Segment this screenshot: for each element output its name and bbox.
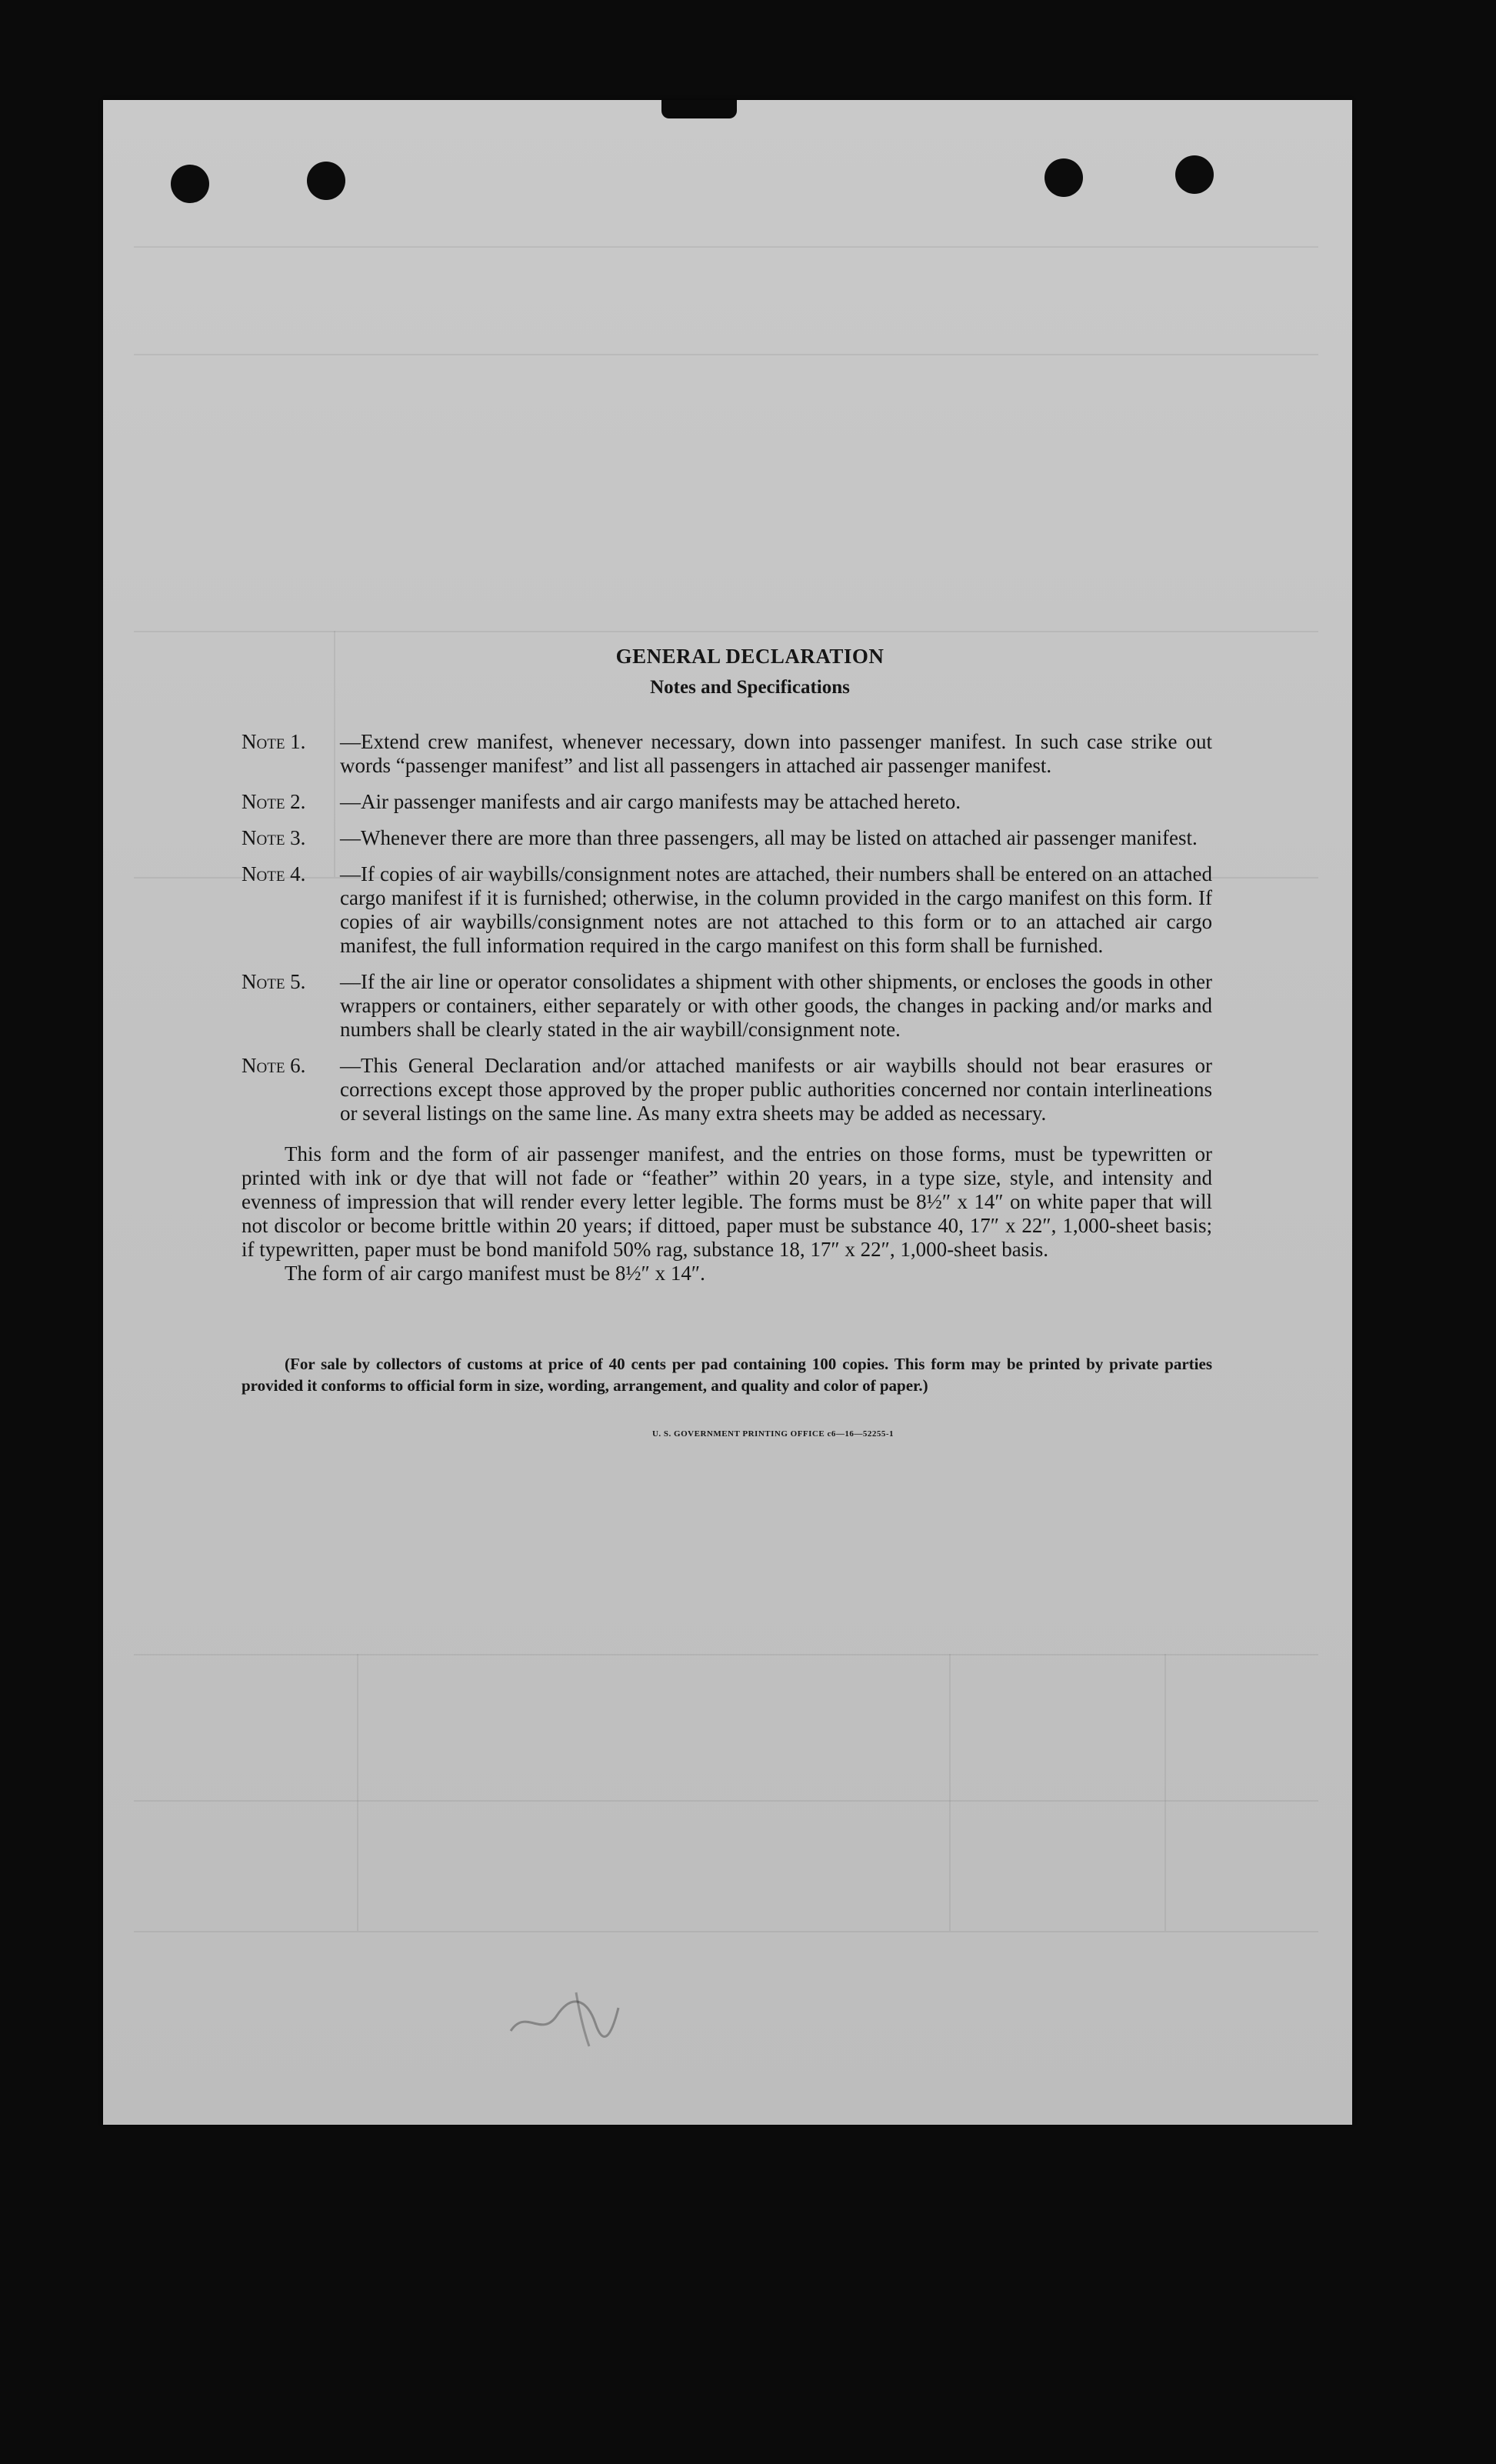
note-label: Note 5. xyxy=(242,970,306,993)
note-5 xyxy=(242,970,1212,1042)
bleed-through-rule xyxy=(134,1800,1318,1802)
signature-bleed-through xyxy=(503,1977,626,2054)
note-text: —If copies of air waybills/consignment notes are attached, their numbers shall be entered on an attached cargo manifest if it is furnished; otherwise, in the column provided in the cargo manifest on this form. If copies of air waybills/consignment notes are not attached to this form or to an attached air cargo manifest, the full information required in the cargo manifest on this form shall be furnished. xyxy=(340,862,1212,957)
document-subtitle: Notes and Specifications xyxy=(650,677,850,698)
note-text: —Whenever there are more than three passengers, all may be listed on attached air passenger manifest. xyxy=(340,826,1198,849)
notes-list xyxy=(242,730,1212,1125)
note-4 xyxy=(242,862,1212,958)
cargo-manifest-size-line: The form of air cargo manifest must be 8½″ x 14″. xyxy=(285,1262,705,1285)
document-page xyxy=(103,100,1352,2125)
punch-hole xyxy=(171,165,209,203)
note-label: Note 6. xyxy=(242,1054,306,1077)
note-3 xyxy=(242,826,1212,850)
punch-hole xyxy=(307,162,345,200)
bleed-through-rule xyxy=(134,354,1318,355)
note-6 xyxy=(242,1054,1212,1125)
sale-notice: (For sale by collectors of customs at price of 40 cents per pad containing 100 copies. This form may be printed by private parties provided it conforms to official form in size, wording, arrangement, and quality and color of paper.) xyxy=(242,1355,1212,1395)
note-label: Note 3. xyxy=(242,826,306,849)
note-text: —This General Declaration and/or attached manifests or air waybills should not bear erasures or corrections except those approved by the proper public authorities concerned nor contain interlineations or several listings on the same line. As many extra sheets may be added as necessary. xyxy=(340,1054,1212,1125)
note-1 xyxy=(242,730,1212,778)
page-notch xyxy=(661,100,737,118)
bleed-through-rule xyxy=(134,1654,1318,1655)
form-specification-paragraph: This form and the form of air passenger manifest, and the entries on those forms, must be typewritten or printed with ink or dye that will not fade or “feather” within 20 years, in a type size, style, and intensity and evenness of impression that will render every letter legible. The forms must be 8½″ x 14″ on white paper that will not discolor or become brittle within 20 years; if dittoed, paper must be substance 40, 17″ x 22″, 1,000-sheet basis; if typewritten, paper must be bond manifold 50% rag, substance 18, 17″ x 22″, 1,000-sheet basis. xyxy=(242,1142,1212,1261)
note-label: Note 4. xyxy=(242,862,306,885)
bleed-through-rule xyxy=(134,246,1318,248)
note-2 xyxy=(242,790,1212,814)
bleed-through-rule xyxy=(134,1931,1318,1932)
note-text: —Extend crew manifest, whenever necessary, down into passenger manifest. In such case strike out words “passenger manifest” and list all passengers in attached air passenger manifest. xyxy=(340,730,1212,777)
punch-hole xyxy=(1175,155,1214,194)
note-label: Note 1. xyxy=(242,730,306,753)
note-text: —If the air line or operator consolidates a shipment with other shipments, or encloses the goods in other wrappers or containers, either separately or with other goods, the changes in packing and/or marks and numbers shall be clearly stated in the air waybill/consignment note. xyxy=(340,970,1212,1041)
punch-hole xyxy=(1045,158,1083,197)
bleed-through-rule xyxy=(134,631,1318,632)
note-label: Note 2. xyxy=(242,790,306,813)
bleed-through-rule xyxy=(949,1654,951,1931)
note-text: —Air passenger manifests and air cargo manifests may be attached hereto. xyxy=(340,790,961,813)
declaration-notes xyxy=(242,645,1212,1446)
document-title: GENERAL DECLARATION xyxy=(615,645,885,668)
bleed-through-rule xyxy=(1164,1654,1166,1931)
bleed-through-rule xyxy=(357,1654,358,1931)
printer-imprint: U. S. GOVERNMENT PRINTING OFFICE c6—16—52255-1 xyxy=(651,1429,894,1439)
